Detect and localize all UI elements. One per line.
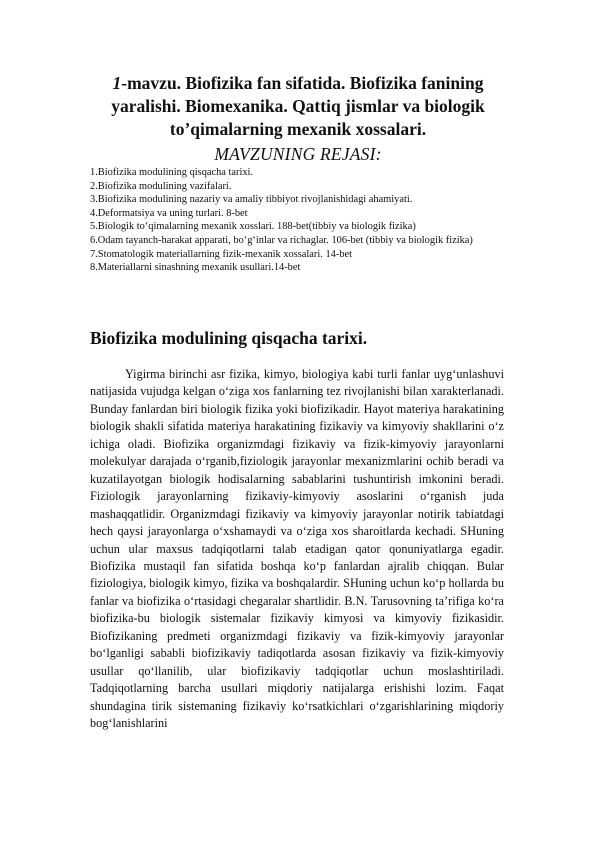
plan-item: 5.Biologik to‘qimalarning mexanik xosslari. 188-bet(tibbiy va biologik fizika) [90, 221, 416, 233]
body-paragraph: Yigirma birinchi asr fizika, kimyo, biologiya kabi turli fanlar uyg‘unlashuvi natijasida vujudga kelgan o‘ziga xos fanlarning tez rivojlanishi bilan xarakterlanadi. Bunday fanlardan biri biologik fizika yoki biofizikadir. Hayot materiya harakatining biologik shakli sifatida materiya harakatining fizikaviy va kimyoviy shakllarini o‘z ichiga oladi. Biofizika organizmdagi fizikaviy va fizik-kimyoviy jarayonlarni molekulyar darajada o‘rganib,fiziologik jarayonlar mexanizmlarini ochib beradi va kuzatilayotgan biologik hodisalarning sabablarini tushuntirish imkonini beradi. Fiziologik jarayonlarning fizikaviy-kimyoviy asoslarini o‘rganish juda mashaqqatlidir. Organizmdagi fizikaviy va kimyoviy jarayonlar notirik tabiatdagi hech qaysi jarayonlarga o‘xshamaydi va o‘ziga xos sharoitlarda kechadi. SHuning uchun ular maxsus tadqiqotlarni talab etadigan qator qonuniyatlarga egadir. Biofizika mustaqil fan sifatida boshqa ko‘p fanlardan ajralib chiqqan. Bular fiziologiya, biologik kimyo, fizika va boshqalardir. SHuning uchun ko‘p hollarda bu fanlar va biofizika o‘rtasidagi chegaralar shartlidir. B.N. Tarusovning ta’rifiga ko‘ra biofizika-bu biologik sistemalar fizikaviy kimyosi va kimyoviy fizikasidir. Biofizikaning predmeti organizmdagi fizikaviy va fizik-kimyoviy jarayonlar bo‘lganligi sababli biofizikaviy tadiqotlarda asosan fizikaviy va fizik-kimyoviy usullar qo‘llanilib, ular biofizikaviy tadqiqotlar uchun moslashtiriladi. Tadqiqotlarning barcha usullari miqdoriy natijalarga erishishi lozim. Faqat shundagina tirik sistemaning fizikaviy ko‘rsatkichlari o‘zgarishlarining miqdoriy bog‘lanishlarini [90, 367, 504, 731]
lecture-title-text: -mavzu. Biofizika fan sifatida. Biofizika fanining yaralishi. Biomexanika. Qattiq jismlar va biologik to’qimalarning mexanik xossalari. [111, 73, 485, 139]
plan-item: 7.Stomatologik materiallarning fizik-mexanik xossalari. 14-bet [90, 248, 353, 260]
plan-item: 1.Biofizika modulining qisqacha tarixi. [90, 167, 254, 178]
section-heading: Biofizika modulining qisqacha tarixi. [90, 328, 368, 348]
plan-item: 8.Materiallarni sinashning mexanik usullari.14-bet [90, 262, 301, 274]
lecture-number: 1 [112, 73, 122, 93]
plan-item: 3.Biofizika modulining nazariy va amaliy tibbiyot rivojlanishidagi ahamiyati. [90, 194, 413, 206]
lecture-title [96, 72, 500, 141]
plan-item: 4.Deformatsiya va uning turlari. 8-bet [90, 207, 248, 219]
plan-item: 2.Biofizika modulining vazifalari. [90, 180, 232, 192]
plan-list [90, 166, 520, 275]
plan-item: 6.Odam tayanch-harakat apparati, bo‘g‘inlar va richaglar. 106-bet (tibbiy va biologik fizika) [90, 234, 473, 246]
plan-heading: MAVZUNING REJASI: [214, 144, 382, 164]
